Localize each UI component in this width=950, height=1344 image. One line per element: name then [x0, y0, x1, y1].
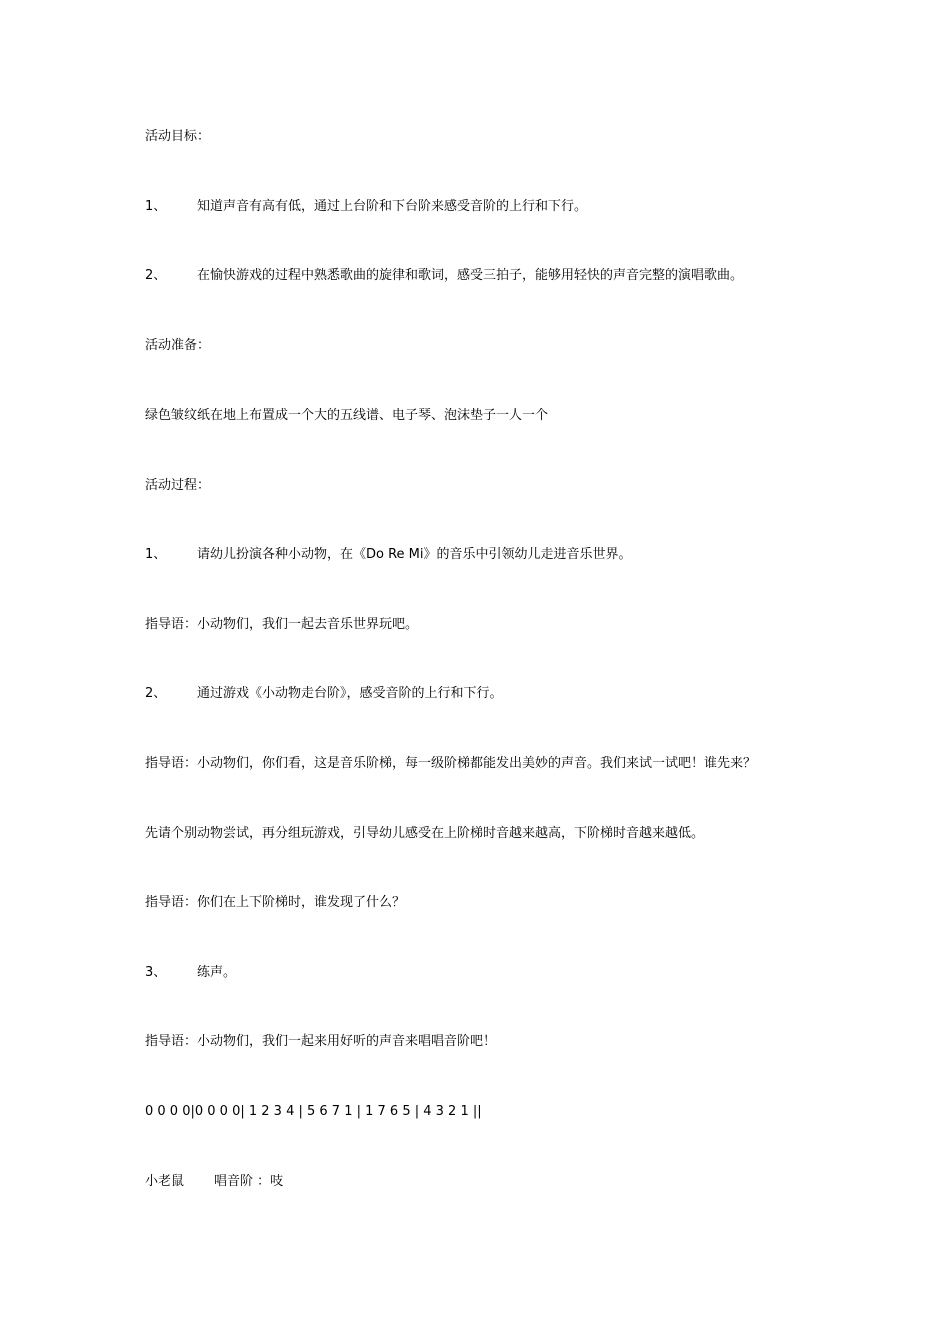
- guide-line-2: 指导语：小动物们，你们看，这是音乐阶梯，每一级阶梯都能发出美妙的声音。我们来试一试吧！谁先来？: [145, 756, 757, 771]
- goal-heading: 活动目标：: [145, 129, 211, 144]
- goal-text: 知道声音有高有低，通过上台阶和下台阶来感受音阶的上行和下行。: [197, 199, 588, 214]
- goal-item-1: [145, 198, 587, 216]
- step-number: 2、: [145, 686, 167, 701]
- step-text: 练声。: [197, 965, 237, 980]
- step-item-3: [145, 964, 236, 982]
- guide-line-4: 指导语：小动物们，我们一起来用好听的声音来唱唱音阶吧！: [145, 1034, 497, 1049]
- last-line: [145, 1173, 283, 1191]
- music-notation: 0 0 0 0|0 0 0 0| 1 2 3 4 | 5 6 7 1 | 1 7 6 5 | 4 3 2 1 ||: [145, 1104, 482, 1119]
- guide-line-1: 指导语：小动物们，我们一起去音乐世界玩吧。: [145, 617, 419, 632]
- goal-item-2: [145, 267, 743, 285]
- process-heading: 活动过程：: [145, 478, 211, 493]
- goal-number: 2、: [145, 268, 167, 283]
- step-number: 3、: [145, 965, 167, 980]
- guide-line-3: 指导语：你们在上下阶梯时，谁发现了什么？: [145, 895, 406, 910]
- paragraph-1: 先请个别动物尝试，再分组玩游戏，引导幼儿感受在上阶梯时音越来越高，下阶梯时音越来越低。: [145, 826, 705, 841]
- step-item-1: [145, 546, 632, 564]
- step-text: 请幼儿扮演各种小动物，在《Do Re Mi》的音乐中引领幼儿走进音乐世界。: [197, 547, 632, 562]
- prep-text: 绿色皱纹纸在地上布置成一个大的五线谱、电子琴、泡沫垫子一人一个: [145, 408, 549, 423]
- prep-heading: 活动准备：: [145, 338, 211, 353]
- goal-number: 1、: [145, 199, 167, 214]
- goal-text: 在愉快游戏的过程中熟悉歌曲的旋律和歌词，感受三拍子，能够用轻快的声音完整的演唱歌曲。: [197, 268, 744, 283]
- animal-name: 小老鼠: [145, 1174, 185, 1189]
- step-item-2: [145, 685, 503, 703]
- step-number: 1、: [145, 547, 167, 562]
- scale-label: 唱音阶 ：吱: [214, 1174, 284, 1189]
- step-text: 通过游戏《小动物走台阶》，感受音阶的上行和下行。: [197, 686, 503, 701]
